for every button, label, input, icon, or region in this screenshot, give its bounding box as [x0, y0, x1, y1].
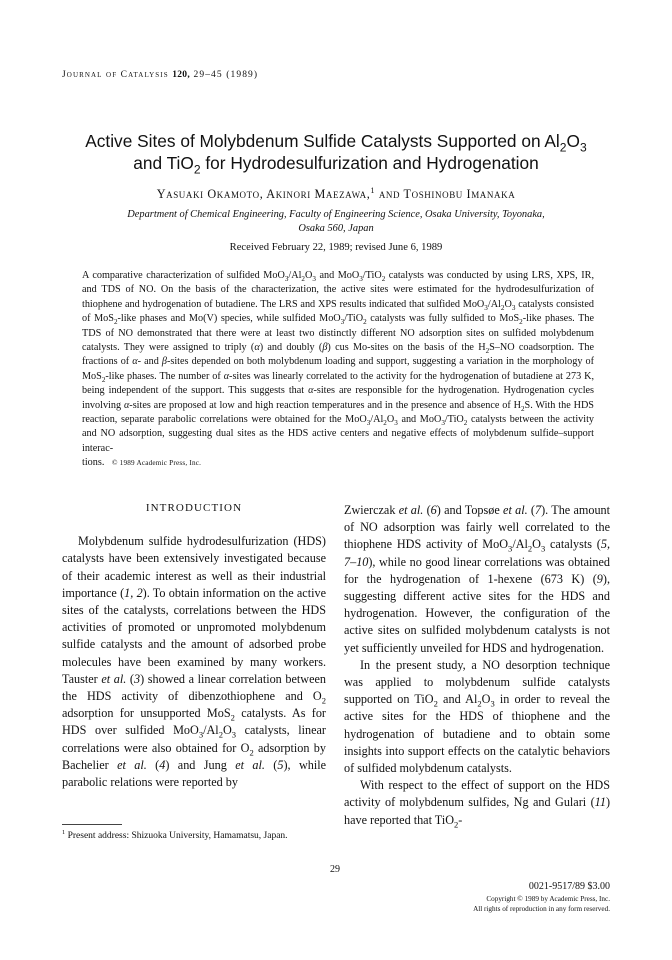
publisher-copyright: Copyright © 1989 by Academic Press, Inc. All rights of reproduction in any form reserved.	[473, 895, 610, 913]
footnote: $^1$ Present address: Shizuoka University, Hamamatsu, Japan.	[62, 828, 288, 841]
left-column: INTRODUCTION Molybdenum sulfide hydrodesulfurization (HDS) catalysts have been extensively investigated because of their academic interest as well as their industrial importance (1, 2). To obtain information on the active sites of the catalysts, correlations between the HDS activities of promoted or unpromoted molybdenum sulfide catalysts and the amount of adsorbed probe molecules have been examined by many workers. Tauster et al. (3) showed a linear correlation between the HDS activity of dibenzothiophene and $O_2$ adsorption for unsupported MoS$_2$ catalysts. As for HDS over sulfided $MoO_3/Al_2O_3$ catalysts, linear correlations were also obtained for $O_2$ adsorption by Bachelier et al. (4) and Jung et al. (5), while parabolic relations were reported by	[62, 502, 327, 790]
footnote-rule	[62, 824, 122, 825]
paper-title-line2: and TiO$_2$ for Hydrodesulfurization and Hydrogenation	[133, 153, 539, 177]
article-code: 0021-9517/89 $3.00	[528, 881, 610, 892]
paper-title-line1: Active Sites of Molybdenum Sulfide Catalysts Supported on $Al_2O_3$	[85, 131, 587, 155]
affiliation: Department of Chemical Engineering, Faculty of Engineering Science, Osaka University, Toyonaka, Osaka 560, Japan	[127, 209, 545, 234]
right-column: Zwierczak et al. (6) and Topsøe et al. (7). The amount of NO adsorption was fairly well correlated to the thiophene HDS activity of $MoO_3/Al_2O_3$ catalysts (5, 7–10), while no good linear correlations was obtained for the hydrogenation of 1-hexene (673 K) (9), suggesting different active sites for the HDS and hydrogenation. However, the configuration of the active sites on sulfided molybdenum catalysts is not yet sufficiently unveiled for HDS and hydrogenation. In the present study, a NO desorption technique was applied to molybdenum sulfide catalysts supported on TiO$_2$ and $Al_2O_3$ in order to reveal the active sites for the HDS of thiophene and the hydrogenation of butadiene and to obtain some insights into support effects on the catalytic behaviors of sulfided molybdenum catalysts. With respect to the effect of support on the HDS activity of molybdenum sulfides, Ng and Gulari (11) have reported that TiO$_2$-	[344, 503, 611, 830]
section-heading: INTRODUCTION	[145, 502, 243, 514]
abstract: A comparative characterization of sulfided $MoO_3/Al_2O_3$ and MoO$_3$/TiO$_2$ catalysts was conducted by using LRS, XPS, IR, and TDS of NO. On the basis of the characterization, the active sites were estimated for the hydrodesulfurization of thiophene and hydrogenation of butadiene. The LRS and XPS results indicated that sulfided $MoO_3/Al_2O_3$ catalysts consisted of MoS$_2$-like phases and Mo(V) species, while sulfided MoO$_3$/TiO$_2$ catalysts was fully sulfided to MoS$_2$-like phases. The TDS of NO demonstrated that there were at least two distinctly different NO adsorption sites on sulfided molybdenum catalysts. They were assigned to triply (α) and doubly (β) cus Mo-sites on the basis of the $H_2S-NO$ coadsorption. The fractions of α- and β-sites depended on both molybdenum loading and support, suggesting a variation in the morphology of MoS$_2$-like phases. The number of α-sites was linearly correlated to the activity for the hydrogenation of butadiene at 273 K, being independent of the support. This suggests that α-sites are responsible for the hydrogenation. Hydrogenation cycles involving α-sites are proposed at low and high reaction temperatures and in the presence and absence of $H_2S$. With the HDS reaction, separate parabolic correlations were obtained for the $MoO_3/Al_2O_3$ and MoO$_3$/TiO$_2$ catalysts between the activity and NO adsorption, suggesting dual sites as the HDS active centers and negative effects of molybdenum sulfide–support interac- tions. © 1989 Academic Press, Inc.	[82, 270, 595, 469]
journal-volume: 120,	[172, 70, 191, 80]
abstract-copyright: © 1989 Academic Press, Inc.	[112, 459, 202, 468]
journal-header	[62, 70, 258, 80]
author-footnote-mark: 1	[370, 185, 376, 195]
page-number: 29	[330, 864, 340, 875]
authors: Yasuaki Okamoto, Akinori Maezawa,$^1$ and Toshinobu Imanaka	[156, 185, 516, 201]
journal-pages: 29–45 (1989)	[193, 70, 259, 80]
journal-name: Journal of Catalysis	[62, 70, 169, 80]
received-dates: Received February 22, 1989; revised June 6, 1989	[229, 242, 443, 253]
